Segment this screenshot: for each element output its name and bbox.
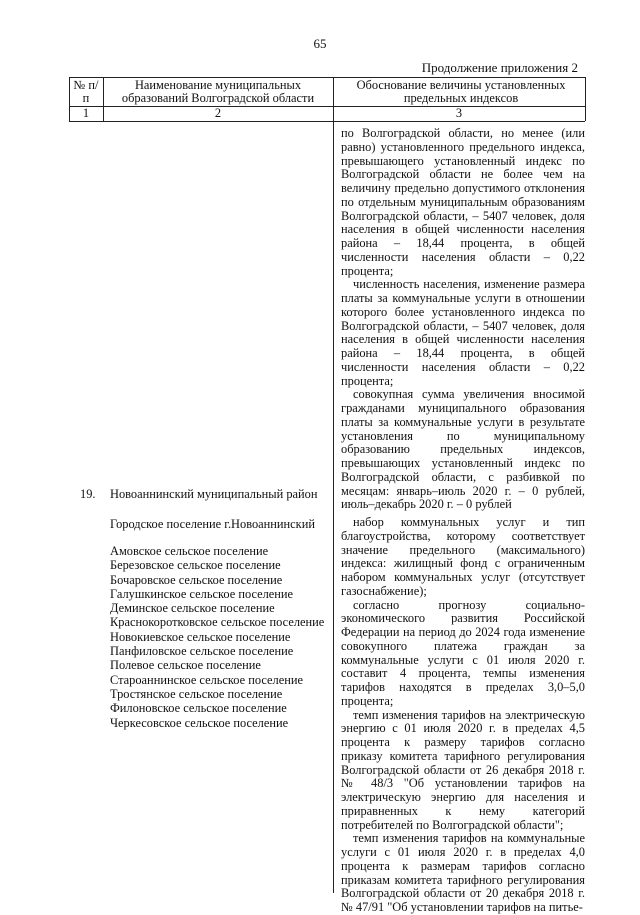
entry-justification (341, 516, 585, 915)
list-item: Филоновское сельское поселение (110, 701, 287, 716)
justification-paragraph: темп изменения тарифов на коммунальные услуги с 01 июля 2020 г. в пределах 4,0 процента к размерам тарифов согласно приказам комитета тарифного регулирования Волгоградской области от 20 декабря 2018 г. № 47/91 "Об установлении тарифов на питье- (341, 831, 585, 914)
header-municipality: Наименование муниципальных образований Волгоградской области (121, 78, 315, 105)
continued-justification (341, 127, 585, 512)
column-numbers-divider (69, 121, 585, 122)
list-item: Тростянское сельское поселение (110, 686, 283, 701)
urban-settlement-name: Городское поселение г.Новоаннинский (110, 517, 315, 531)
justification-paragraph: по Волгоградской области, но менее (или равно) установленного предельного индекса, превышающего установленный индекс по Волгоградской области не более чем на величину предельно допустимого отклонения по отдельным муниципальным образованиям Волгоградской области, – 5407 человек, доля населения в общей численности населения района – 18,44 процента, в общей численности населения области – 0,22 процента; (341, 126, 585, 278)
justification-paragraph: согласно прогнозу социально-экономического развития Российской Федерации на период до 2024 года изменение совокупного платежа граждан за коммунальные услуги с 01 июля 2020 г. составит 4 процента, темпы изменения тарифов находятся в пределах 3,0–5,0 процента; (341, 597, 585, 708)
col3-left-border (333, 121, 334, 893)
list-item: Черкесовское сельское поселение (110, 715, 289, 730)
column-number-3: 3 (455, 106, 463, 120)
list-item: Деминское сельское поселение (110, 601, 275, 616)
appendix-continuation-note: Продолжение приложения 2 (421, 60, 578, 75)
justification-paragraph: набор коммунальных услуг и тип благоустройства, которому соответствует значение предельного (максимального) индекса: жилищный фонд с ограниченным набором коммунальных услуг (отсутствует газоснабжение); (341, 515, 585, 598)
district-name: Новоаннинский муниципальный район (110, 487, 318, 501)
table-right-border (585, 77, 586, 121)
header-number: № п/п (73, 78, 99, 105)
list-item: Галушкинское сельское поселение (110, 586, 294, 601)
settlement-list (110, 544, 324, 730)
list-item: Березовское сельское поселение (110, 558, 281, 573)
list-item: Полевое сельское поселение (110, 658, 261, 673)
list-item: Бочаровское сельское поселение (110, 572, 283, 587)
justification-paragraph: совокупная сумма увеличения вносимой гражданами муниципального образования платы за коммунальные услуги в результате установления по муниципальному образованию предельных индексов, превышающих установленный индекс по Волгоградской области, с разбивкой по месяцам: январь–июль 2020 г. – 0 рублей, июль–декабрь 2020 г. – 0 рублей (341, 387, 585, 512)
column-number-1: 1 (82, 106, 90, 120)
header-justification: Обоснование величины установленных предельных индексов (356, 78, 566, 105)
column-number-2: 2 (214, 106, 222, 120)
list-item: Новокиевское сельское поселение (110, 629, 291, 644)
list-item: Староаннинское сельское поселение (110, 672, 303, 687)
justification-paragraph: численность населения, изменение размера платы за коммунальные услуги в отношении которого более установленного индекса по Волгоградской области, – 5407 человек, доля населения в общей численности населения района – 18,44 процента, в общей численности населения области – 0,22 процента; (341, 277, 585, 388)
list-item: Краснокоротковское сельское поселение (110, 615, 325, 630)
row-number: 19. (80, 487, 96, 501)
list-item: Панфиловское сельское поселение (110, 644, 294, 659)
justification-paragraph: темп изменения тарифов на электрическую энергию с 01 июля 2020 г. в пределах 4,5 процента к размеру тарифов согласно приказу комитета тарифного регулирования Волгоградской области от 26 декабря 2018 г. № 48/3 "Об установлении тарифов на электрическую энергию для населения и приравненных к нему категорий потребителей по Волгоградской области"; (341, 707, 585, 832)
page-number: 65 (313, 36, 327, 51)
list-item: Амовское сельское поселение (110, 544, 269, 558)
